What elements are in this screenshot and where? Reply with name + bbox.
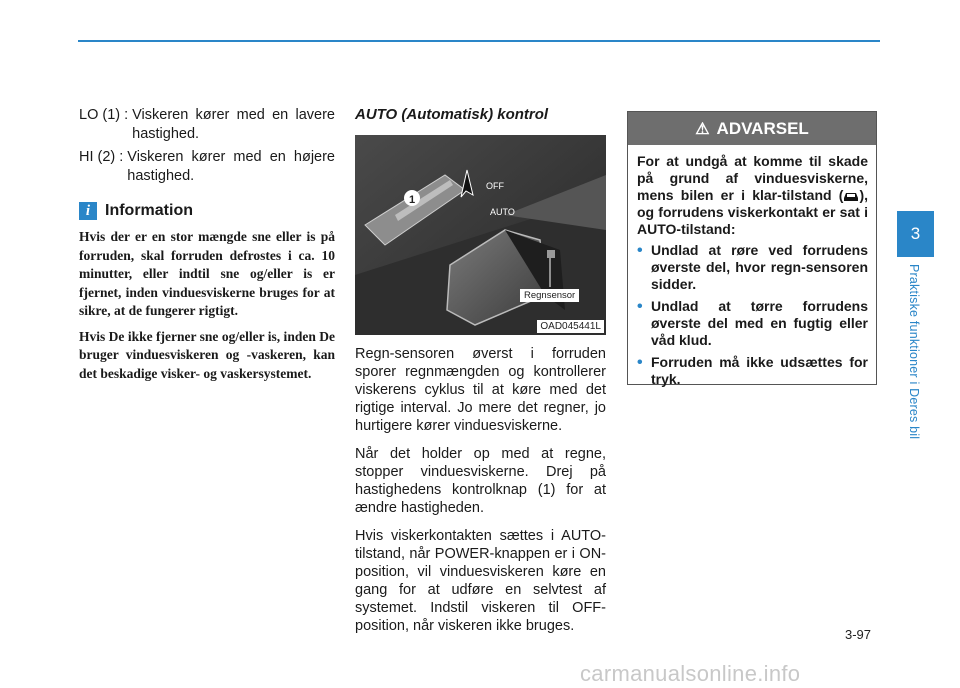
chapter-tab: 3 bbox=[897, 211, 934, 257]
warning-icon: ⚠ bbox=[695, 120, 710, 138]
warning-item: • Undlad at tørre forrudens øverste del med en fugtig eller våd klud. bbox=[637, 298, 868, 349]
wiper-sensor-figure bbox=[355, 135, 606, 335]
hi-text: Viskeren kører med en højere hastighed. bbox=[127, 149, 335, 184]
info-icon: i bbox=[79, 202, 97, 220]
chapter-title-text: Praktiske funktioner i Deres bil bbox=[907, 264, 921, 440]
chapter-title bbox=[904, 264, 924, 464]
figure-caption: OAD045441L bbox=[537, 320, 604, 333]
information-heading bbox=[79, 202, 335, 220]
hi-key: HI (2) bbox=[79, 149, 116, 165]
lo-item: LO (1) : Viskeren kører med en lavere hastighed. bbox=[79, 107, 335, 142]
section-title: AUTO (Automatisk) kontrol bbox=[355, 106, 549, 123]
watermark: carmanualsonline.info bbox=[580, 661, 801, 686]
paragraph-3: Hvis viskerkontakten sættes i AUTO-tilstand, når POWER-knappen er i ON-position, vil vinduesviskeren køre en gang for at udføre en selvtest af systemet. Indstil viskeren til OFF-position, når viskeren ikke bruges. bbox=[355, 528, 606, 634]
top-rule bbox=[78, 40, 880, 42]
warning-title: ADVARSEL bbox=[716, 118, 809, 138]
label-off: OFF bbox=[486, 181, 504, 191]
warning-item: • Undlad at røre ved forrudens øverste del, hvor regn-sensoren sidder. bbox=[637, 242, 868, 293]
label-auto: AUTO bbox=[490, 207, 515, 217]
warning-intro-a: For at undgå at komme til skade på grund af vinduesviskerne, mens bilen er i klar-tilstand ( bbox=[637, 153, 868, 203]
middle-column bbox=[355, 106, 606, 635]
right-column bbox=[627, 111, 879, 385]
callout-number: 1 bbox=[408, 194, 416, 206]
car-icon bbox=[843, 190, 859, 202]
lo-text: Viskeren kører med en lavere hastighed. bbox=[132, 107, 335, 142]
paragraph-2: Når det holder op med at regne, stopper vinduesviskerne. Drej på hastighedens kontrolknap (1) for at ændre hastigheden. bbox=[355, 446, 606, 516]
lo-key: LO (1) bbox=[79, 107, 121, 123]
label-regnsensor: Regnsensor bbox=[520, 289, 579, 302]
information-paragraph-2: Hvis De ikke fjerner sne og/eller is, inden De bruger vinduesviskeren og -vaskeren, kan det beskadige visker- og vaskersystemet. bbox=[79, 328, 335, 381]
warning-box bbox=[627, 111, 877, 385]
warning-item: • Forruden må ikke udsættes for tryk. bbox=[637, 354, 868, 388]
paragraph-1: Regn-sensoren øverst i forruden sporer regnmængden og kontrollerer viskerens cyklus til at køre med det rigtige interval. Jo mere det regner, jo hurtigere kører vinduesviskerne. bbox=[355, 346, 606, 434]
information-paragraph-1: Hvis der er en stor mængde sne eller is på forruden, skal forruden defrostes i ca. 10 minutter, eller indtil sne og/eller is er fjernet, inden vinduesviskerne bruges for at sikre, at de fungerer rigtigt. bbox=[79, 229, 335, 318]
information-title: Information bbox=[105, 202, 193, 219]
hi-item: HI (2) : Viskeren kører med en højere hastighed. bbox=[79, 149, 335, 184]
warning-body bbox=[628, 145, 876, 388]
left-column bbox=[79, 106, 335, 390]
warning-intro bbox=[637, 153, 868, 238]
warning-header bbox=[628, 112, 876, 145]
figure-illustration bbox=[355, 135, 606, 335]
page-number: 3-97 bbox=[845, 627, 872, 642]
warning-intro-b: ), og forrudens viskerkontakt er sat i AUTO-tilstand: bbox=[637, 187, 868, 237]
warning-list bbox=[637, 242, 868, 388]
